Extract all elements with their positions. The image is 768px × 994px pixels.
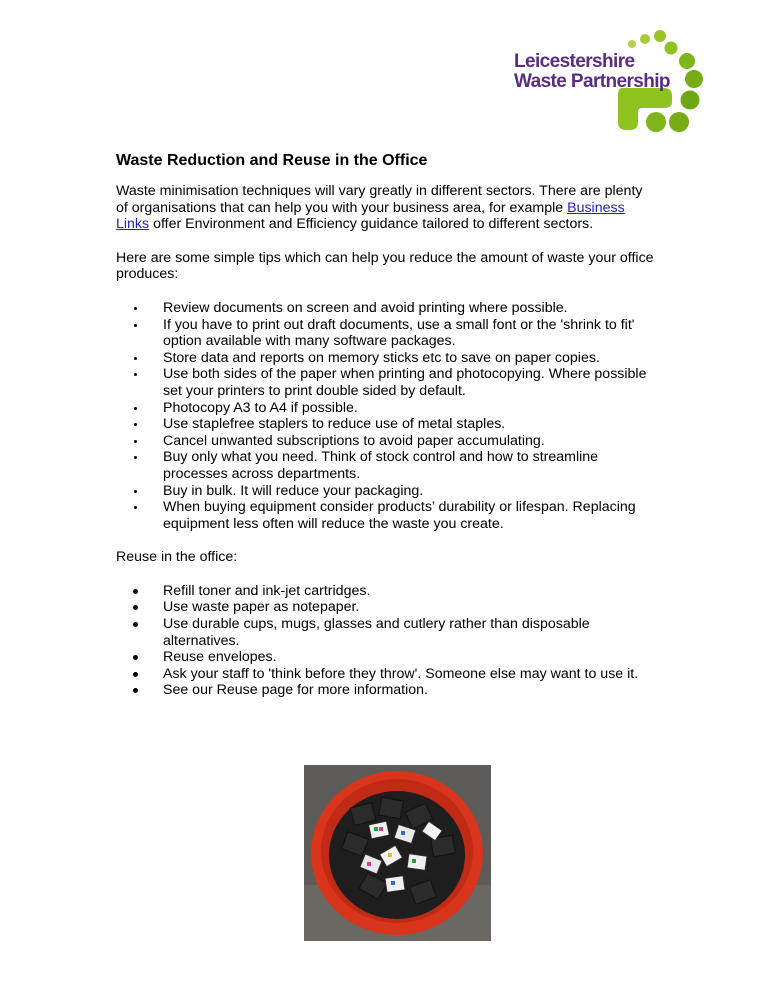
list-item: Ask your staff to 'think before they throw'. Someone else may want to use it. [163, 666, 656, 683]
logo-line-2: Waste Partnership [514, 71, 670, 92]
tips-intro: Here are some simple tips which can help you reduce the amount of waste your office produces: [116, 249, 654, 283]
list-item: Photocopy A3 to A4 if possible. [163, 400, 656, 417]
list-item: Use staplefree staplers to reduce use of metal staples. [163, 416, 656, 433]
list-item: Use durable cups, mugs, glasses and cutlery rather than disposable alternatives. [163, 616, 656, 649]
intro-paragraph [116, 183, 656, 233]
document-body [116, 152, 656, 716]
list-item: Use waste paper as notepaper. [163, 599, 656, 616]
reuse-intro: Reuse in the office: [116, 549, 238, 566]
list-item: Reuse envelopes. [163, 649, 656, 666]
list-item: Cancel unwanted subscriptions to avoid paper accumulating. [163, 433, 656, 450]
intro-text-after: offer Environment and Efficiency guidance tailored to different sectors. [149, 216, 594, 233]
list-item: Use both sides of the paper when printing and photocopying. Where possible set your printers to print double sided by default. [163, 366, 656, 399]
list-item: Buy in bulk. It will reduce your packaging. [163, 483, 656, 500]
list-item: Review documents on screen and avoid printing where possible. [163, 300, 656, 317]
list-item: If you have to print out draft documents, use a small font or the 'shrink to fit' option available with many software packages. [163, 317, 656, 350]
list-item: Refill toner and ink-jet cartridges. [163, 583, 656, 600]
reuse-list [116, 583, 656, 699]
intro-text-before: Waste minimisation techniques will vary greatly in different sectors. There are plenty of organisations that can help you with your business area, for example [116, 183, 643, 216]
tips-list [116, 300, 656, 532]
list-item: Store data and reports on memory sticks etc to save on paper copies. [163, 350, 656, 367]
page-title: Waste Reduction and Reuse in the Office [116, 152, 428, 169]
logo-line-1: Leicestershire [514, 51, 635, 72]
business-links-link[interactable]: Business Links [116, 199, 625, 233]
cartridge-bucket-photo [304, 765, 491, 941]
list-item: When buying equipment consider products’ durability or lifespan. Replacing equipment less often will reduce the waste you create. [163, 499, 656, 532]
list-item: See our Reuse page for more information. [163, 682, 656, 699]
bucket-illustration [304, 765, 491, 941]
logo [514, 26, 714, 136]
list-item: Buy only what you need. Think of stock control and how to streamline processes across departments. [163, 449, 656, 482]
